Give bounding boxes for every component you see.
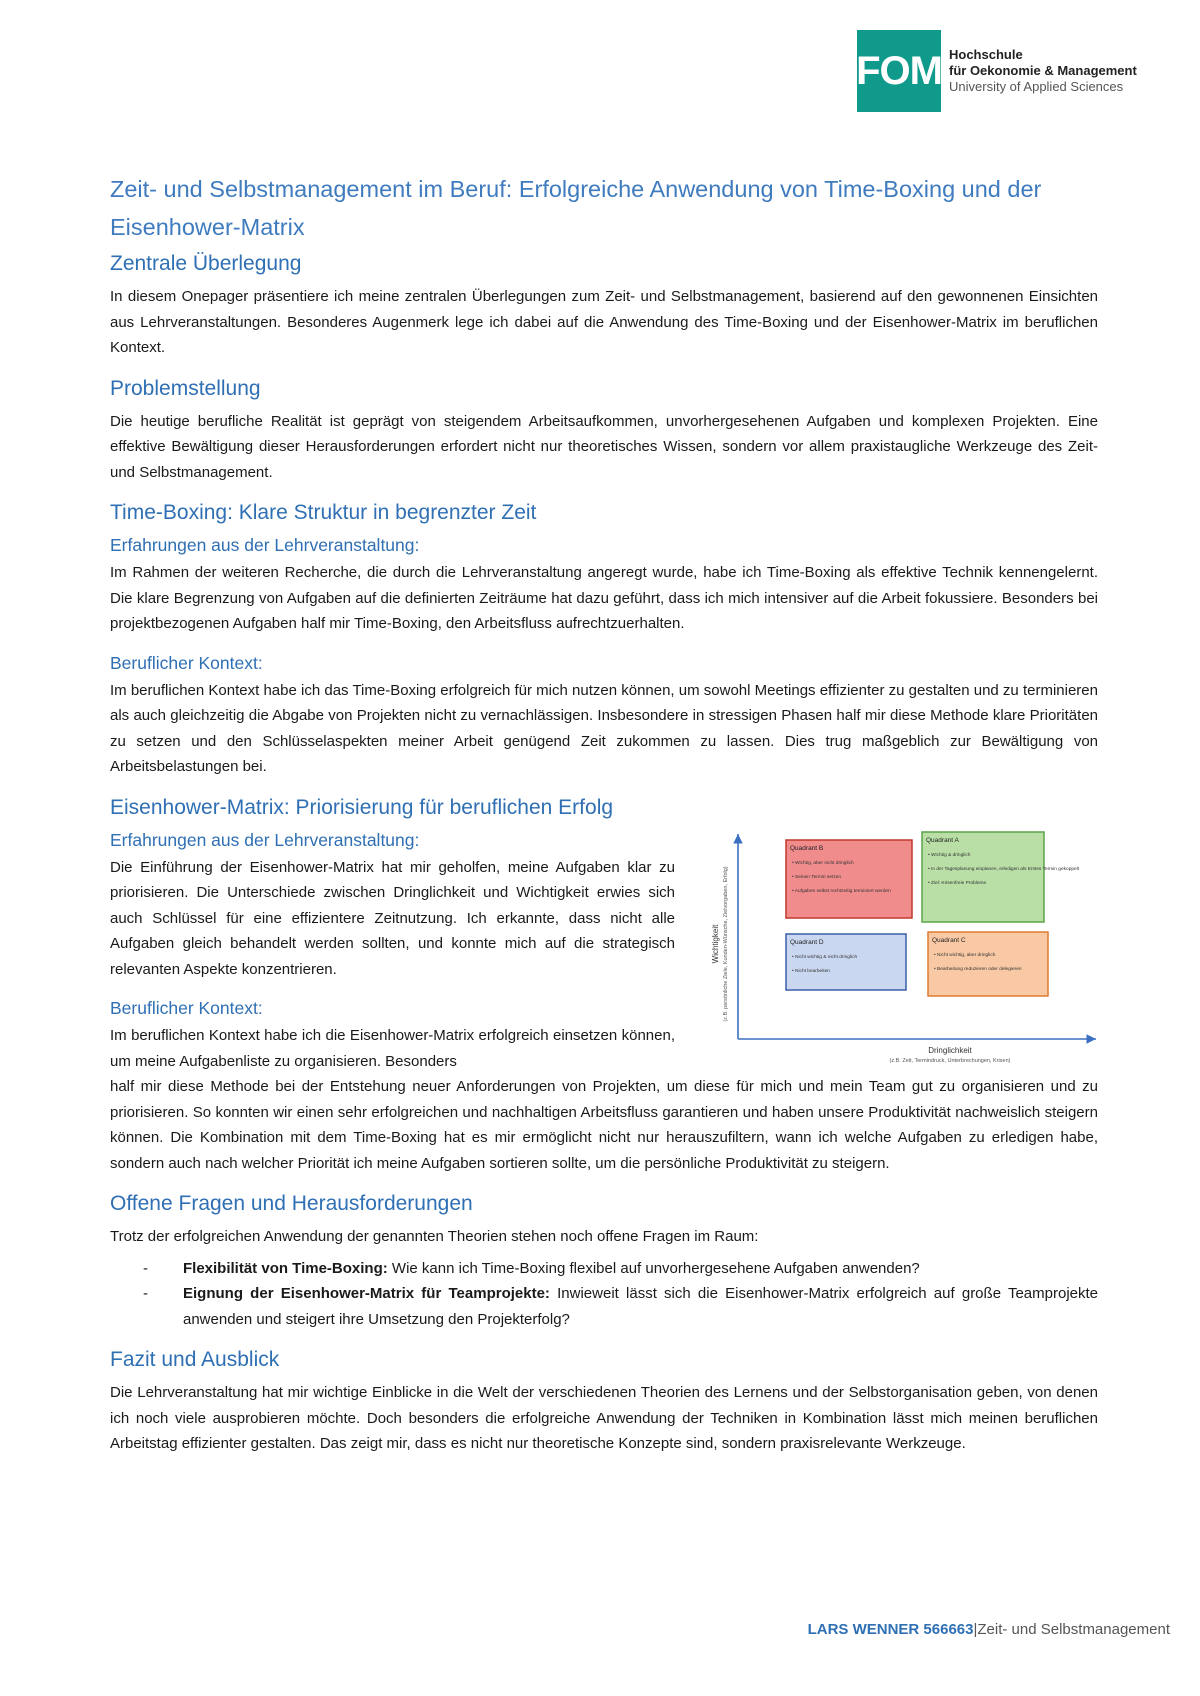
subheading-em-beruf: Beruflicher Kontext: (110, 998, 263, 1018)
quadrant-title: Quadrant B (790, 844, 824, 852)
matrix-y-label: Wichtigkeit (711, 924, 720, 963)
document-body (110, 170, 1098, 1471)
paragraph-em-beruf-part2: half mir diese Methode bei der Entstehung neuer Anforderungen von Projekten, um diese für mich und mein Team gut zu organisieren und zu priorisieren. So konnten wir einen sehr erfolgreichen und nachhaltigen Arbeitsfluss garantieren und haben unsere Produktivität nachweislich steigern können. Die Kombination mit dem Time-Boxing hat es mir ermöglicht nicht nur herauszufiltern, wann ich welche Aufgaben zu erledigen habe, sondern auch nach welcher Priorität ich meine Aufgaben sortieren sollte, um die persönliche Produktivität zu steigern. (110, 1078, 1098, 1172)
quadrant-item: • Nicht bearbeiten (792, 968, 830, 974)
footer-separator: | (973, 1621, 978, 1638)
quadrant-item: • Seinen Termin setzen (792, 874, 842, 880)
quadrant-title: Quadrant C (932, 936, 966, 944)
paragraph-fazit: Die Lehrveranstaltung hat mir wichtige Einblicke in die Welt der verschiedenen Theorien des Lernens und der Selbstorganisation geben, von denen ich noch viele ausprobieren möchte. Doch besonders die erfolgreiche Anwendung der Techniken in Kombination lässt mich meinen beruflichen Arbeitstag effizienter gestalten. Das zeigt mir, dass es nicht nur theoretische Konzepte sind, sondern praxisrelevante Werkzeuge. (110, 1384, 1098, 1452)
quadrant-item: • Bearbeitung reduzieren oder delegieren (934, 966, 1022, 972)
quadrant-title: Quadrant A (926, 836, 959, 844)
paragraph-problemstellung: Die heutige berufliche Realität ist geprägt von steigendem Arbeitsaufkommen, unvorhergesehenen Aufgaben und komplexen Projekten. Eine effektive Bewältigung dieser Herausforderungen erfordert nicht nur theoretisches Wissen, sondern vor allem praxistaugliche Werkzeuge des Zeit- und Selbstmanagement. (110, 412, 1098, 481)
paragraph-tb-beruf: Im beruflichen Kontext habe ich das Time-Boxing erfolgreich für mich nutzen können, um sowohl Meetings effizienter zu gestalten und zu terminieren als auch gleichzeitig die Abgabe von Projekten nicht zu vernachlässigen. Insbesondere in stressigen Phasen half mir diese Methode klare Prioritäten zu setzen und den Schlüsselaspekten meiner Arbeit genügend Zeit zukommen zu lassen. Dies trug maßgeblich zur Bewältigung von Arbeitsbelastungen bei. (110, 681, 1098, 775)
paragraph-em-beruf-part1: Im beruflichen Kontext habe ich die Eisenhower-Matrix erfolgreich einsetzen können, um meine Aufgabenliste zu organisieren. Besonders (110, 1027, 675, 1070)
quadrant-item: • Nicht wichtig & nicht dringlich (792, 954, 858, 960)
subheading-tb-beruf: Beruflicher Kontext: (110, 652, 263, 673)
offene-fragen-list (110, 1256, 1098, 1333)
eisenhower-section (110, 794, 1098, 1177)
document-title: Zeit- und Selbstmanagement im Beruf: Erfolgreiche Anwendung von Time-Boxing und der Eisenhower-Matrix (110, 176, 1042, 240)
logo-line-1: Hochschule (949, 47, 1023, 62)
matrix-y-sublabel: (z.B. persönliche Ziele, Kunden-Wünsche, Zielvorgaben, Erfolg) (723, 865, 729, 1022)
quadrant-d (786, 934, 906, 990)
footer-topic: Zeit- und Selbstmanagement (977, 1621, 1170, 1638)
quadrant-b (786, 840, 912, 918)
list-item-bold: Eignung der Eisenhower-Matrix für Teamprojekte: (183, 1285, 550, 1302)
quadrant-item: • Aufgaben selbst rechtzeitig terminiert werden (792, 888, 891, 894)
matrix-quadrants (786, 832, 1080, 996)
footer-author: LARS WENNER 566663 (807, 1621, 974, 1638)
quadrant-a (922, 832, 1080, 922)
subheading-em-lehrveranstaltung: Erfahrungen aus der Lehrveranstaltung: (110, 829, 420, 850)
eisenhower-matrix-figure (700, 826, 1100, 1064)
bullet-dash: - (143, 1285, 148, 1302)
quadrant-item: • Wichtig & dringlich (928, 852, 971, 858)
list-item-text: Inwieweit lässt sich die Eisenhower-Matrix erfolgreich auf große Teamprojekte anwenden und steigert ihre Umsetzung den Projekterfolg? (183, 1285, 1099, 1328)
quadrant-item: • Ziel: Krisenfreie Probleme (928, 880, 987, 886)
paragraph-offene-fragen-intro: Trotz der erfolgreichen Anwendung der genannten Theorien stehen noch offene Fragen im Raum: (110, 1228, 759, 1245)
fom-logo-mark: FOM (857, 30, 941, 112)
page-footer (740, 1621, 1170, 1638)
heading-offene-fragen: Offene Fragen und Herausforderungen (110, 1192, 473, 1215)
list-item-bold: Flexibilität von Time-Boxing: (183, 1259, 388, 1277)
quadrant-title: Quadrant D (790, 938, 824, 946)
quadrant-c (928, 932, 1048, 996)
matrix-x-label: Dringlichkeit (928, 1045, 972, 1055)
quadrant-item: • Nicht wichtig, aber dringlich (934, 952, 996, 958)
fom-logo-text (949, 47, 1137, 95)
quadrant-item: • Wichtig, aber nicht dringlich (792, 860, 854, 866)
bullet-dash: - (143, 1259, 148, 1277)
eisenhower-left-column (110, 828, 675, 1075)
heading-fazit: Fazit und Ausblick (110, 1348, 280, 1371)
eisenhower-matrix-svg (700, 826, 1100, 1064)
matrix-x-sublabel: (z.B. Zeit, Termindruck, Unterbrechungen, Krisen) (889, 1057, 1011, 1064)
paragraph-zentrale-ueberlegung: In diesem Onepager präsentiere ich meine zentralen Überlegungen zum Zeit- und Selbstmanagement, basierend auf den gewonnenen Einsichten aus Lehrveranstaltungen. Besonderes Augenmerk lege ich dabei auf die Anwendung des Time-Boxing und der Eisenhower-Matrix im beruflichen Kontext. (110, 288, 1098, 356)
heading-time-boxing: Time-Boxing: Klare Struktur in begrenzter Zeit (110, 501, 537, 524)
heading-eisenhower: Eisenhower-Matrix: Priorisierung für beruflichen Erfolg (110, 795, 614, 819)
list-item-text: Wie kann ich Time-Boxing flexibel auf unvorhergesehene Aufgaben anwenden? (387, 1259, 920, 1277)
heading-problemstellung: Problemstellung (110, 376, 261, 400)
logo-line-2: für Oekonomie & Management (949, 63, 1137, 78)
list-item (110, 1256, 1098, 1282)
fom-logo (857, 30, 1137, 112)
quadrant-item: • In der Tagesplanung einplanen, erledigen als Erstes Termin gekoppelt (928, 866, 1080, 872)
paragraph-em-lehrveranstaltung: Die Einführung der Eisenhower-Matrix hat mir geholfen, meine Aufgaben klar zu priorisieren. Die Unterschiede zwischen Dringlichkeit und Wichtigkeit erwies sich auch Schlüssel für eine effizientere Zeitnutzung. Ich erkannte, dass nicht alle Aufgaben gleich behandelt werden sollten, und konnte mich auf die strategisch relevanten Aspekte konzentrieren. (110, 858, 675, 978)
logo-line-3: University of Applied Sciences (949, 79, 1124, 94)
paragraph-tb-lehrveranstaltung: Im Rahmen der weiteren Recherche, die durch die Lehrveranstaltung angeregt wurde, habe ich Time-Boxing als effektive Technik kennengelernt. Die klare Begrenzung von Aufgaben auf die definierten Zeiträume hat dazu geführt, dass ich mich intensiver auf die Arbeit fokussiere. Besonders bei projektbezogenen Aufgaben half mir Time-Boxing, den Arbeitsfluss aufrechtzuerhalten. (110, 564, 1098, 632)
list-item (110, 1281, 1098, 1332)
subheading-tb-lehrveranstaltung: Erfahrungen aus der Lehrveranstaltung: (110, 535, 420, 555)
heading-zentrale-ueberlegung: Zentrale Überlegung (110, 252, 302, 275)
